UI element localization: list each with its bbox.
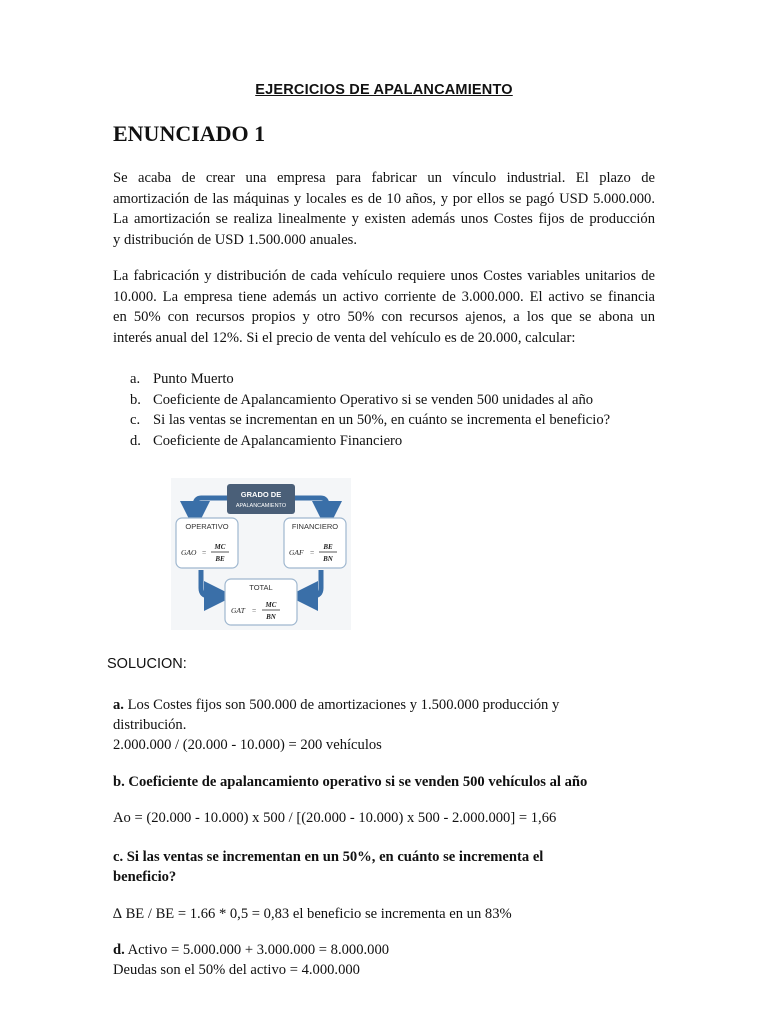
operativo-denominator: BE [215,555,225,563]
total-eq: = [252,606,257,615]
question-text: Punto Muerto [153,371,234,387]
operativo-label: OPERATIVO [185,522,229,531]
operativo-lhs: GAO [181,548,197,557]
operativo-eq: = [202,548,207,557]
paragraph-line: interés anual del 12%. Si el precio de venta del vehículo es de 20.000, calcular: [113,329,576,346]
paragraph-line: Se acaba de crear una empresa para fabricar un vínculo industrial. El plazo de [113,170,655,186]
paragraph-line: La fabricación y distribución de cada vehículo requiere unos Costes variables unitarios de [113,268,655,284]
financiero-label: FINANCIERO [291,522,339,531]
operativo-numerator: MC [214,543,226,551]
total-label: TOTAL [249,583,273,592]
total-lhs: GAT [231,606,245,615]
question-marker: c. [130,412,141,429]
financiero-numerator: BE [323,543,333,551]
financiero-denominator: BN [323,555,333,563]
section-heading: ENUNCIADO 1 [113,121,266,146]
diagram-header-box [227,484,295,514]
question-item [130,410,610,431]
answer-d-line2: Deudas son el 50% del activo = 4.000.000 [113,962,360,978]
question-text: Coeficiente de Apalancamiento Financiero [153,432,403,449]
answer-b-formula: Ao = (20.000 - 10.000) x 500 / [(20.000 - 10.000) x 500 - 2.000.000] = 1,66 [113,810,557,826]
question-item [130,431,610,452]
paragraph-line: en 50% con recursos propios y otro 50% con recursos ajenos, a los que se abona un [113,309,655,326]
question-item [130,369,610,390]
leverage-diagram [171,478,351,630]
answer-a [113,695,559,755]
answer-c-formula: ∆ BE / BE = 1.66 * 0,5 = 0,83 el beneficio se incrementa en un 83% [113,906,512,922]
financiero-lhs: GAF [289,548,304,557]
answer-d [113,940,389,980]
questions-list [130,369,610,451]
answer-c [113,847,543,887]
answer-a-line2: distribución. [113,717,187,733]
paragraph-line: y distribución de USD 1.500.000 anuales. [113,231,358,248]
question-marker: d. [130,432,141,449]
document-title: EJERCICIOS DE APALANCAMIENTO [255,82,513,98]
answer-b [113,772,587,792]
answer-d-line1: Activo = 5.000.000 + 3.000.000 = 8.000.000 [124,942,390,958]
answer-d-marker: d. [113,942,125,958]
financiero-eq: = [310,548,315,557]
question-marker: a. [130,371,141,387]
paragraph-line: amortización de las máquinas y locales es de 10 años, y por ellos se pagó USD 5.000.000. [113,190,655,207]
paragraph-line: La amortización se realiza linealmente y existen además unos Costes fijos de producción [113,211,655,228]
total-numerator: MC [265,601,277,609]
question-text: Coeficiente de Apalancamiento Operativo si se venden 500 unidades al año [153,391,594,408]
question-item [130,390,610,411]
question-marker: b. [130,391,141,408]
answer-c-heading-line1: c. Si las ventas se incrementan en un 50%, en cuánto se incrementa el [113,849,544,865]
answer-c-heading-line2: beneficio? [113,869,177,885]
diagram-header-line1: GRADO DE [240,490,282,499]
answer-b-heading: b. Coeficiente de apalancamiento operativo si se venden 500 vehículos al año [113,774,588,790]
solution-label: SOLUCION: [107,656,187,672]
answer-a-line1: Los Costes fijos son 500.000 de amortizaciones y 1.500.000 producción y [123,697,560,713]
problem-paragraph-1 [113,168,655,250]
diagram-header-line2: APALANCAMIENTO [235,503,287,509]
total-denominator: BN [266,613,276,621]
problem-paragraph-2 [113,266,655,348]
question-text: Si las ventas se incrementan en un 50%, en cuánto se incrementa el beneficio? [153,412,611,429]
answer-a-marker: a. [113,697,124,713]
paragraph-line: 10.000. La empresa tiene además un activo corriente de 3.000.000. El activo se financia [113,288,655,305]
answer-a-line3: 2.000.000 / (20.000 - 10.000) = 200 vehículos [113,737,382,753]
